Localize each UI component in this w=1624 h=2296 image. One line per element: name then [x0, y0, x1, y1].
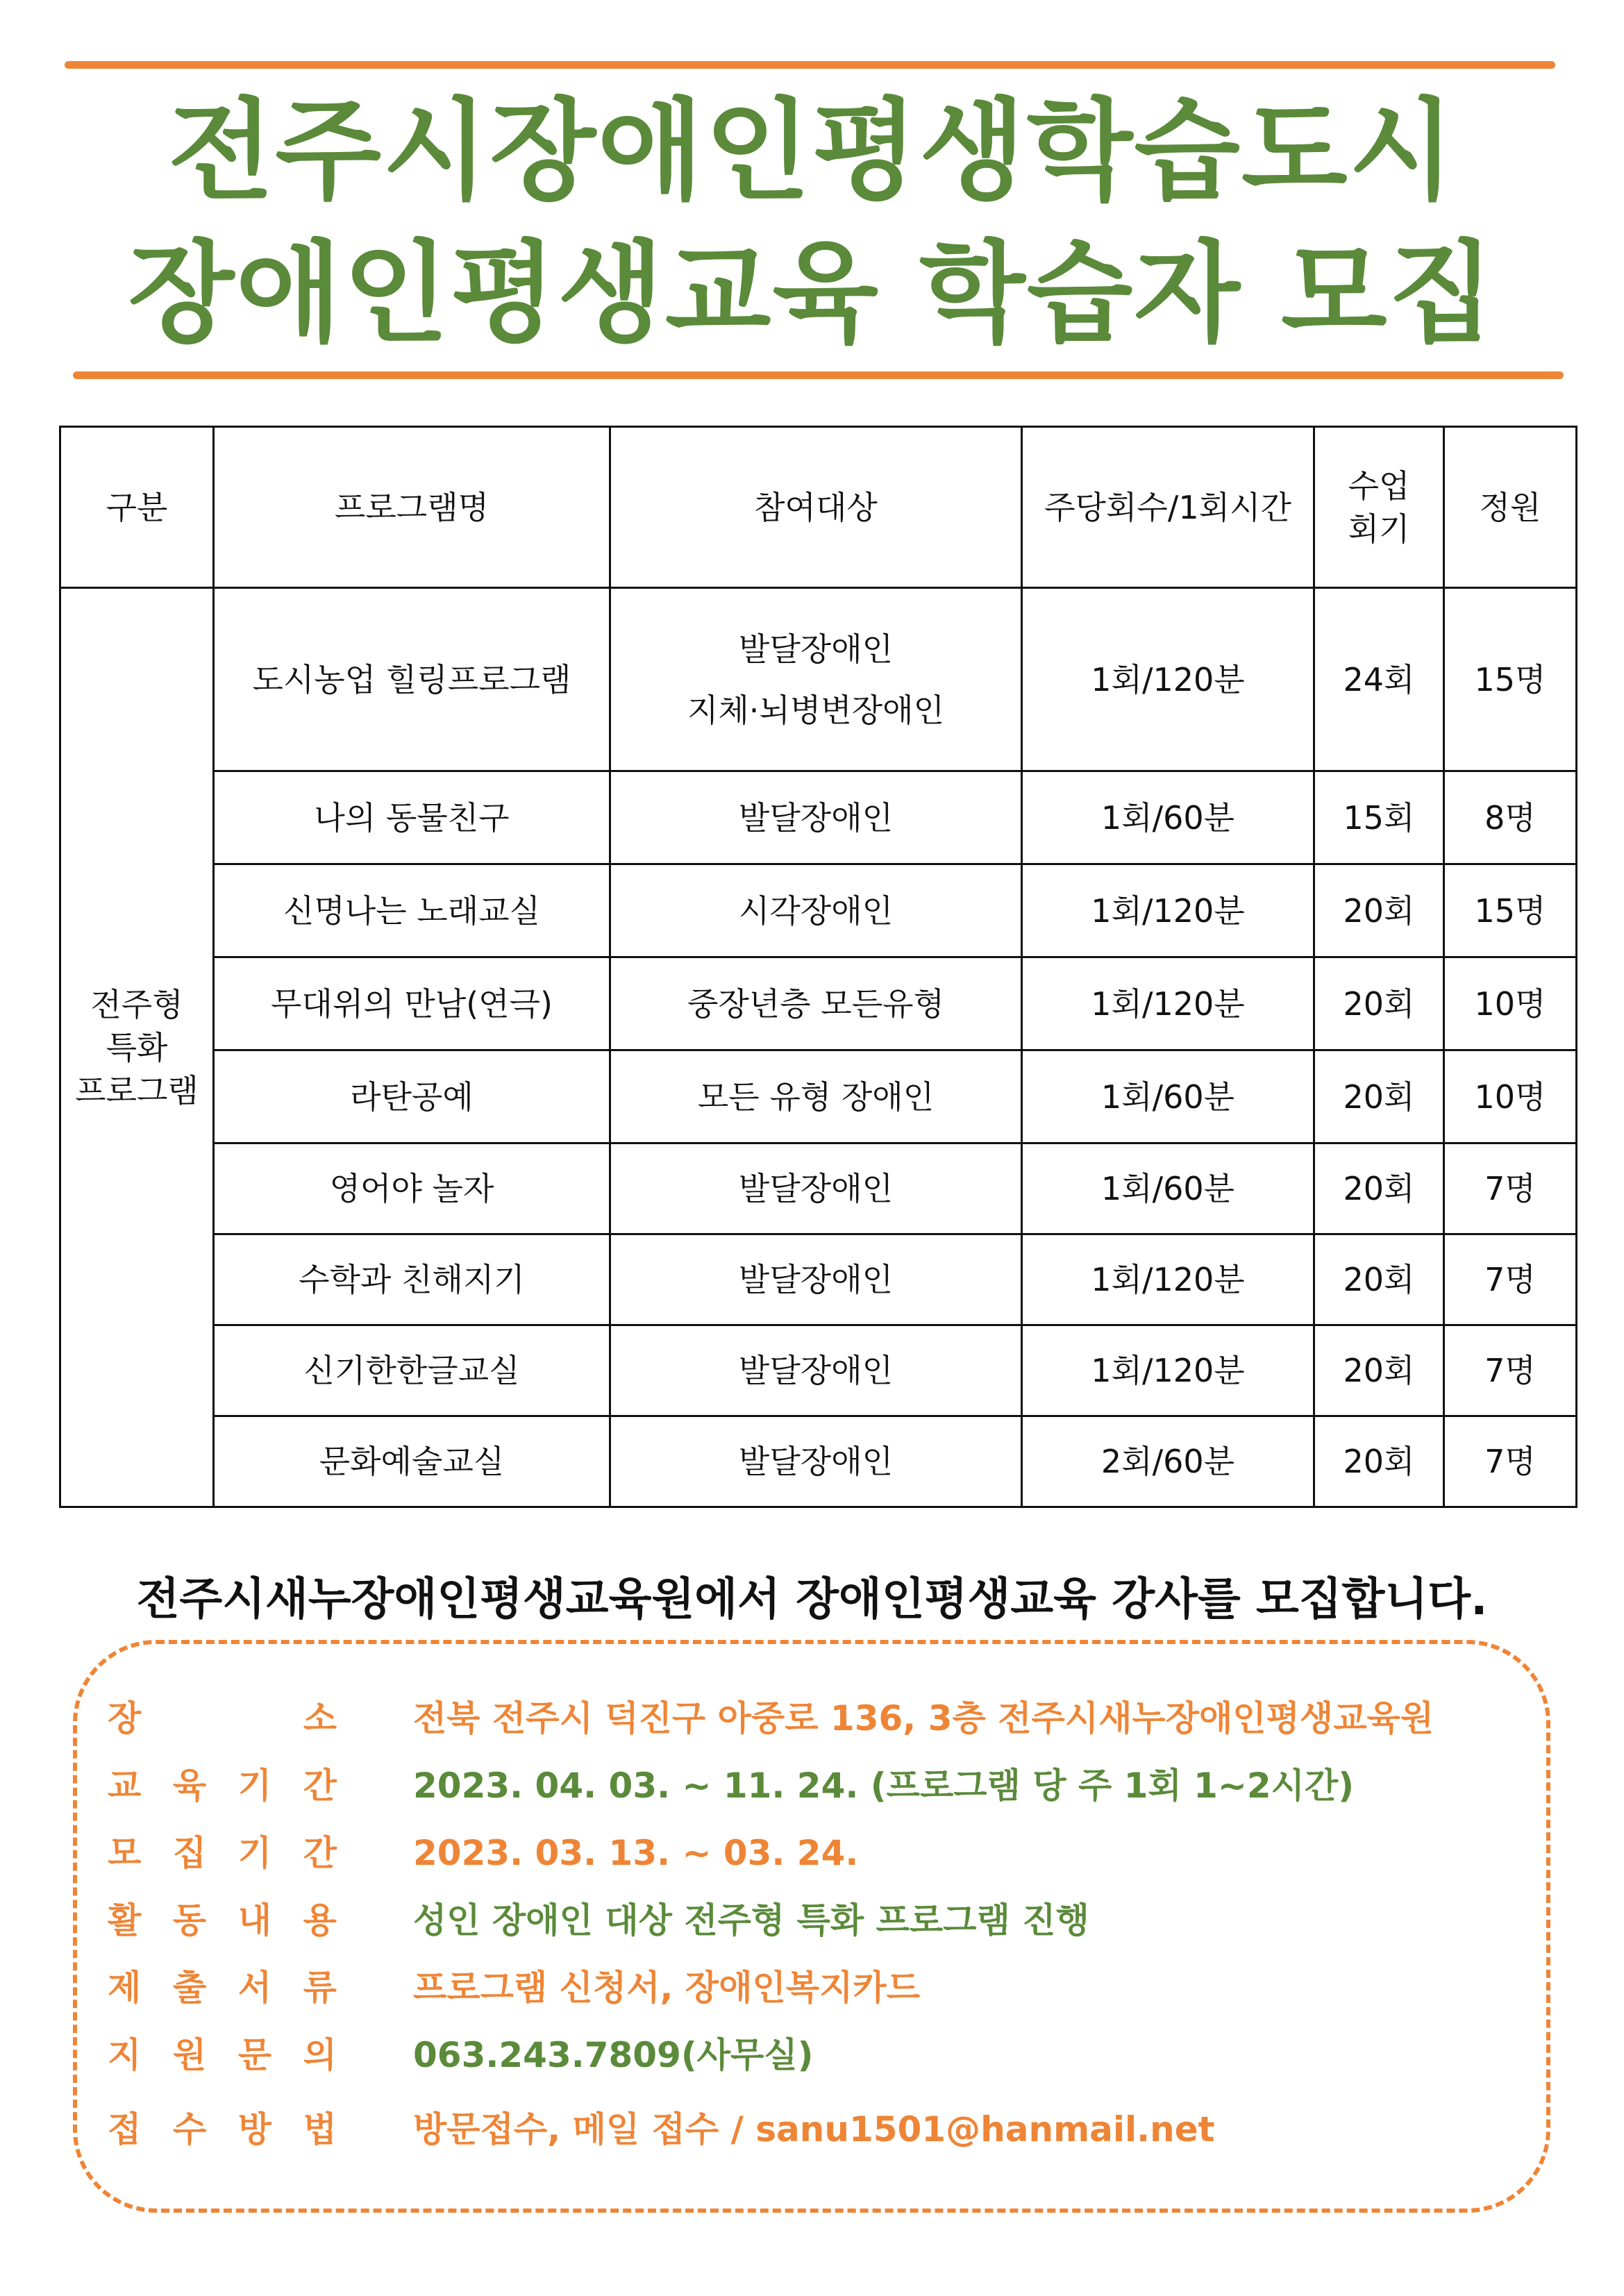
frequency: 1회/120분 — [1022, 1234, 1314, 1325]
info-value: 방문접수, 메일 접수 / sanu1501@hanmail.net — [413, 2109, 1215, 2150]
target-cell: 발달장애인 — [610, 1143, 1022, 1234]
info-label — [108, 1963, 337, 2012]
frequency: 1회/120분 — [1022, 588, 1314, 771]
info-label-char: 기 — [237, 1766, 272, 1806]
info-label-char: 원 — [172, 2035, 207, 2075]
info-row-recruit-period — [108, 1829, 1496, 1877]
info-value: 프로그램 신청서, 장애인복지카드 — [413, 1968, 921, 2008]
table-row — [60, 1143, 1577, 1234]
capacity: 10명 — [1444, 957, 1577, 1050]
table-row — [60, 771, 1577, 864]
frequency: 1회/60분 — [1022, 1143, 1314, 1234]
info-label-char: 동 — [172, 1900, 207, 1941]
frequency: 1회/120분 — [1022, 864, 1314, 957]
info-value: 전북 전주시 덕진구 아중로 136, 3층 전주시새누장애인평생교육원 — [413, 1698, 1434, 1738]
info-label-char: 제 — [108, 1968, 142, 2008]
capacity: 7명 — [1444, 1325, 1577, 1416]
target-cell: 발달장애인 — [610, 1416, 1022, 1507]
info-label-char: 기 — [237, 1833, 272, 1873]
info-label-char: 서 — [237, 1968, 272, 2008]
info-row-activity — [108, 1896, 1496, 1945]
program-table — [59, 426, 1577, 1508]
sessions: 20회 — [1314, 1050, 1444, 1143]
info-row-application — [108, 2105, 1496, 2154]
info-row-education-period — [108, 1761, 1496, 1810]
info-label-char: 문 — [237, 2035, 272, 2075]
capacity: 7명 — [1444, 1416, 1577, 1507]
target-cell — [610, 588, 1022, 771]
table-row — [60, 1325, 1577, 1416]
info-label-char: 육 — [172, 1766, 207, 1806]
capacity: 7명 — [1444, 1234, 1577, 1325]
program-name: 영어야 놀자 — [214, 1143, 610, 1234]
sessions: 15회 — [1314, 771, 1444, 864]
info-row-contact — [108, 2031, 1496, 2079]
instructor-recruit-notice: 전주시새누장애인평생교육원에서 장애인평생교육 강사를 모집합니다. — [136, 1574, 1488, 1625]
target-cell: 모든 유형 장애인 — [610, 1050, 1022, 1143]
program-name: 수학과 친해지기 — [214, 1234, 610, 1325]
table-row — [60, 1416, 1577, 1507]
info-label-char: 의 — [303, 2035, 337, 2075]
header-capacity: 정원 — [1444, 427, 1577, 588]
sessions: 20회 — [1314, 1234, 1444, 1325]
info-label-char: 용 — [303, 1900, 337, 1941]
info-label-char: 출 — [172, 1968, 207, 2008]
info-label — [108, 1694, 337, 1743]
info-row-location — [108, 1694, 1496, 1743]
info-label-char: 활 — [108, 1900, 142, 1941]
sessions: 24회 — [1314, 588, 1444, 771]
info-label-char: 교 — [108, 1766, 142, 1806]
target-line-2: 지체·뇌병변장애인 — [687, 691, 945, 729]
info-value: 2023. 03. 13. ~ 03. 24. — [413, 1833, 859, 1873]
sessions: 20회 — [1314, 1416, 1444, 1507]
frequency: 2회/60분 — [1022, 1416, 1314, 1507]
target-cell: 시각장애인 — [610, 864, 1022, 957]
bottom-rule — [73, 371, 1564, 379]
title-line-1: 전주시장애인평생학습도시 — [167, 87, 1457, 215]
program-name: 무대위의 만남(연극) — [214, 957, 610, 1050]
program-name: 신명나는 노래교실 — [214, 864, 610, 957]
table-row — [60, 588, 1577, 771]
target-cell: 발달장애인 — [610, 1325, 1022, 1416]
info-label — [108, 2031, 337, 2079]
info-label-char: 류 — [303, 1968, 337, 2008]
info-label-char: 법 — [303, 2109, 337, 2150]
frequency: 1회/60분 — [1022, 771, 1314, 864]
info-label-char: 지 — [108, 2035, 142, 2075]
info-label — [108, 1896, 337, 1945]
capacity: 10명 — [1444, 1050, 1577, 1143]
category-line-2: 특화 — [106, 1028, 168, 1066]
sessions: 20회 — [1314, 1325, 1444, 1416]
table-row — [60, 1234, 1577, 1325]
program-name: 문화예술교실 — [214, 1416, 610, 1507]
table-header-row — [60, 427, 1577, 588]
info-label-char: 소 — [303, 1698, 337, 1738]
target-cell: 발달장애인 — [610, 771, 1022, 864]
title-line-2: 장애인평생교육 학습자 모집 — [128, 230, 1496, 358]
info-label-char: 방 — [237, 2109, 272, 2150]
info-label — [108, 2105, 337, 2154]
category-cell — [60, 588, 214, 1507]
capacity: 15명 — [1444, 588, 1577, 771]
frequency: 1회/120분 — [1022, 1325, 1314, 1416]
frequency: 1회/120분 — [1022, 957, 1314, 1050]
target-cell: 중장년층 모든유형 — [610, 957, 1022, 1050]
sessions: 20회 — [1314, 957, 1444, 1050]
info-label-char: 내 — [237, 1900, 272, 1941]
program-name: 신기한한글교실 — [214, 1325, 610, 1416]
program-name: 도시농업 힐링프로그램 — [214, 588, 610, 771]
info-label — [108, 1829, 337, 1877]
info-value: 성인 장애인 대상 전주형 특화 프로그램 진행 — [413, 1900, 1089, 1941]
sessions: 20회 — [1314, 1143, 1444, 1234]
header-program: 프로그램명 — [214, 427, 610, 588]
header-category: 구분 — [60, 427, 214, 588]
table-row — [60, 1050, 1577, 1143]
sessions: 20회 — [1314, 864, 1444, 957]
capacity: 8명 — [1444, 771, 1577, 864]
header-sessions-line-1: 수업 — [1348, 467, 1410, 505]
info-value: 2023. 04. 03. ~ 11. 24. (프로그램 당 주 1회 1~2시간) — [413, 1766, 1355, 1806]
info-label-char: 접 — [108, 2109, 142, 2150]
target-line-1: 발달장애인 — [738, 630, 894, 668]
info-value: 063.243.7809(사무실) — [413, 2035, 814, 2075]
info-row-documents — [108, 1963, 1496, 2012]
category-line-1: 전주형 — [90, 985, 183, 1023]
header-frequency: 주당회수/1회시간 — [1022, 427, 1314, 588]
capacity: 7명 — [1444, 1143, 1577, 1234]
info-label-char: 간 — [303, 1766, 337, 1806]
header-target: 참여대상 — [610, 427, 1022, 588]
header-sessions — [1314, 427, 1444, 588]
info-label — [108, 1761, 337, 1810]
program-name: 나의 동물친구 — [214, 771, 610, 864]
info-label-char: 모 — [108, 1833, 142, 1873]
frequency: 1회/60분 — [1022, 1050, 1314, 1143]
header-sessions-line-2: 회기 — [1348, 510, 1410, 548]
program-name: 라탄공예 — [214, 1050, 610, 1143]
table-row — [60, 957, 1577, 1050]
category-line-3: 프로그램 — [75, 1071, 199, 1109]
info-label-char: 장 — [108, 1698, 142, 1738]
table-row — [60, 864, 1577, 957]
capacity: 15명 — [1444, 864, 1577, 957]
info-label-char: 수 — [172, 2109, 207, 2150]
info-label-char: 집 — [172, 1833, 207, 1873]
info-label-char: 간 — [303, 1833, 337, 1873]
top-rule — [65, 61, 1555, 69]
target-cell: 발달장애인 — [610, 1234, 1022, 1325]
